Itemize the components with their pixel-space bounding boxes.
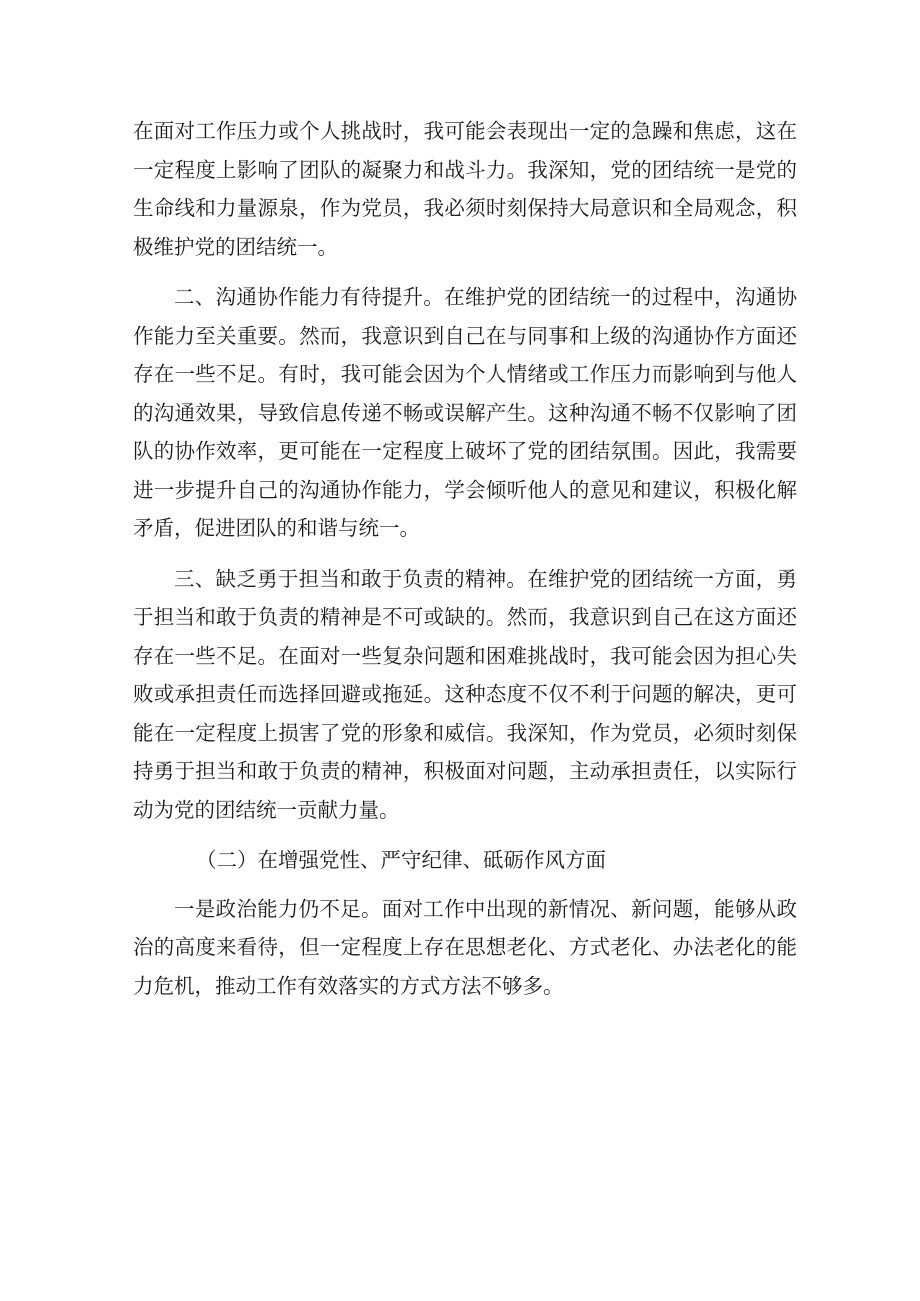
paragraph-political-ability: 一是政治能力仍不足。面对工作中出现的新情况、新问题，能够从政治的高度来看待，但一定程度上存在思想老化、方式老化、办法老化的能力危机，推动工作有效落实的方式方法不够多。 xyxy=(133,896,797,998)
section-heading: （二）在增强党性、严守纪律、砥砺作风方面 xyxy=(196,848,606,872)
document-body xyxy=(133,112,797,1017)
paragraph-communication: 二、沟通协作能力有待提升。在维护党的团结统一的过程中，沟通协作能力至关重要。然而，我意识到自己在与同事和上级的沟通协作方面还存在一些不足。有时，我可能会因为个人情绪或工作压力而影响到与他人的沟通效果，导致信息传递不畅或误解产生。这种沟通不畅不仅影响了团队的协作效率，更可能在一定程度上破坏了党的团结氛围。因此，我需要进一步提升自己的沟通协作能力，学会倾听他人的意见和建议，积极化解矛盾，促进团队的和谐与统一。 xyxy=(133,285,797,540)
paragraph-continuation: 在面对工作压力或个人挑战时，我可能会表现出一定的急躁和焦虑，这在一定程度上影响了团队的凝聚力和战斗力。我深知，党的团结统一是党的生命线和力量源泉，作为党员，我必须时刻保持大局意识和全局观念，积极维护党的团结统一。 xyxy=(133,119,797,259)
paragraph-responsibility: 三、缺乏勇于担当和敢于负责的精神。在维护党的团结统一方面，勇于担当和敢于负责的精神是不可或缺的。然而，我意识到自己在这方面还存在一些不足。在面对一些复杂问题和困难挑战时，我可能会因为担心失败或承担责任而选择回避或拖延。这种态度不仅不利于问题的解决，更可能在一定程度上损害了党的形象和威信。我深知，作为党员，必须时刻保持勇于担当和敢于负责的精神，积极面对问题，主动承担责任，以实际行动为党的团结统一贡献力量。 xyxy=(133,566,797,822)
